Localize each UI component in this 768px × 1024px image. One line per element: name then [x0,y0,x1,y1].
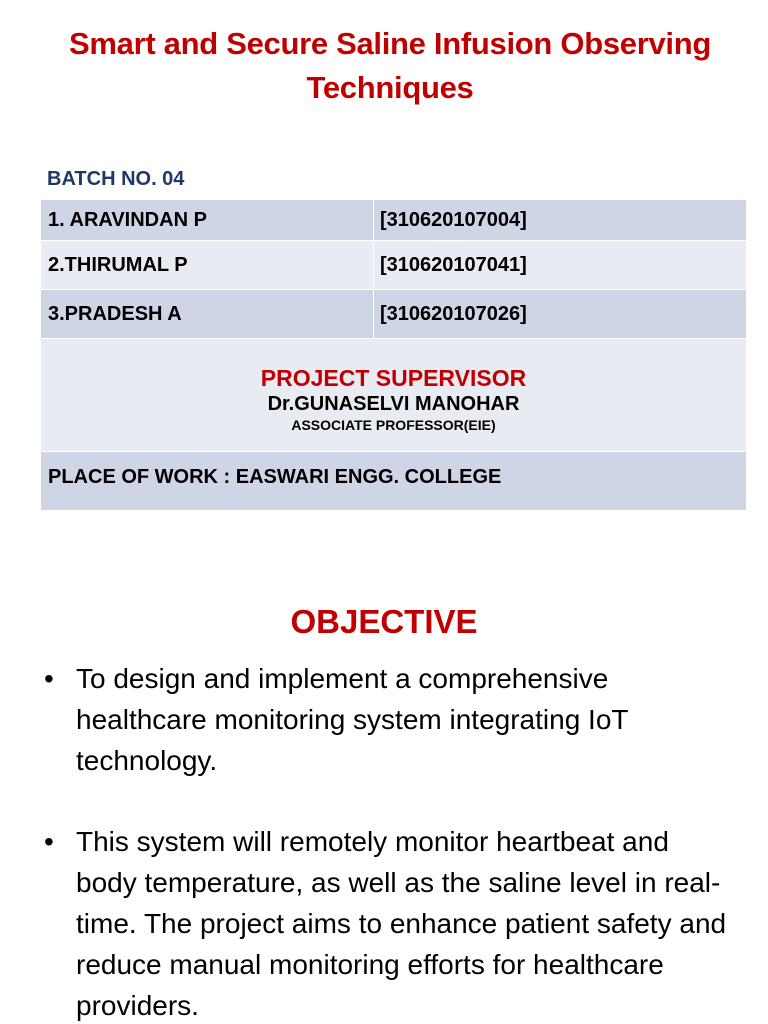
list-item [40,658,730,781]
bullet-icon: • [44,663,54,694]
member-name: 2.THIRUMAL P [41,241,374,290]
table-row [41,241,747,290]
supervisor-name: Dr.GUNASELVI MANOHAR [267,393,520,415]
member-id: [310620107026] [374,290,747,339]
list-item [40,821,730,1024]
batch-label: BATCH NO. 04 [47,168,185,190]
supervisor-row [41,339,747,452]
member-name: 1. ARAVINDAN P [41,200,374,241]
table-row [41,290,747,339]
supervisor-heading: PROJECT SUPERVISOR [260,365,527,391]
bullet-icon: • [44,826,54,857]
supervisor-cell [41,339,747,452]
supervisor-role: ASSOCIATE PROFESSOR(EIE) [291,417,496,433]
objective-point-text: To design and implement a comprehensive healthcare monitoring system integrating IoT technology. [76,663,628,776]
member-id: [310620107004] [374,200,747,241]
place-of-work-text: PLACE OF WORK : EASWARI ENGG. COLLEGE [48,466,502,488]
member-id: [310620107041] [374,241,747,290]
objective-point-text: This system will remotely monitor heartbeat and body temperature, as well as the saline level in real-time. The project aims to enhance patient safety and reduce manual monitoring efforts for healthcare providers. [76,826,727,1021]
member-name: 3.PRADESH A [41,290,374,339]
objective-list [40,658,730,1024]
objective-heading: OBJECTIVE [290,603,478,640]
place-row [41,452,747,511]
table-row [41,200,747,241]
team-info-table [40,199,747,511]
page-title: Smart and Secure Saline Infusion Observing Techniques [68,26,712,105]
place-of-work-cell [41,452,747,511]
